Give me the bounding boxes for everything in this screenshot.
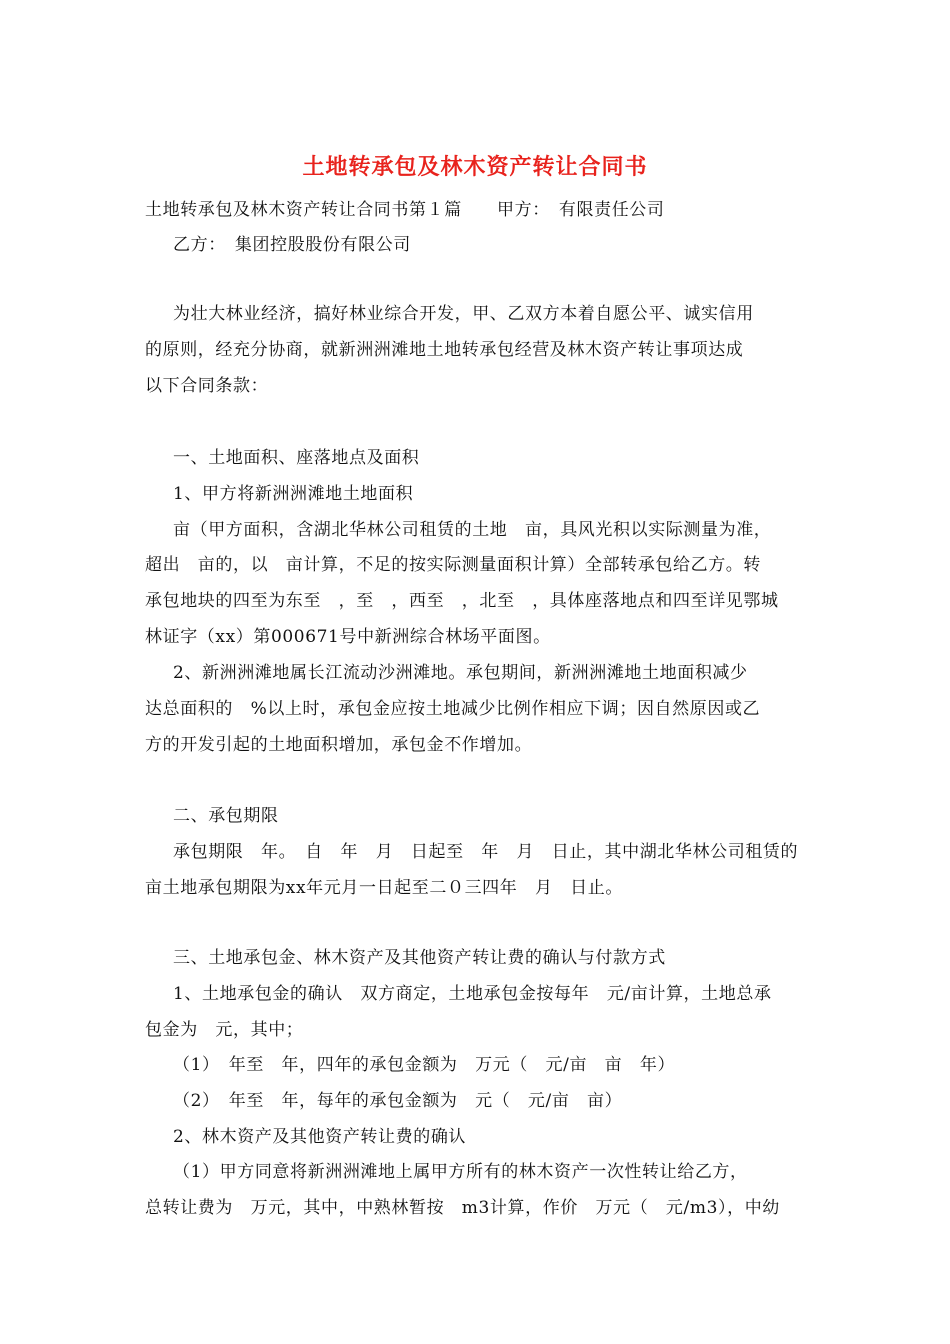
section-heading: 二、承包期限 bbox=[173, 806, 279, 826]
paragraph-line: 亩（甲方面积，含湖北华林公司租赁的土地 亩，具风光积以实际测量为准， bbox=[173, 520, 772, 540]
intro-line: 土地转承包及林木资产转让合同书第１篇 甲方： 有限责任公司 bbox=[145, 200, 665, 220]
paragraph-line: 承包期限 年。 自 年 月 日起至 年 月 日止，其中湖北华林公司租赁的 bbox=[173, 842, 799, 862]
section-heading: 三、土地承包金、林木资产及其他资产转让费的确认与付款方式 bbox=[173, 948, 666, 968]
paragraph-line: （1）甲方同意将新洲洲滩地上属甲方所有的林木资产一次性转让给乙方， bbox=[173, 1162, 748, 1182]
paragraph-line: 达总面积的 %以上时，承包金应按土地减少比例作相应下调；因自然原因或乙 bbox=[145, 699, 761, 719]
paragraph-line: 亩土地承包期限为xx年元月一日起至二０三四年 月 日止。 bbox=[145, 878, 623, 898]
paragraph-line: 2、林木资产及其他资产转让费的确认 bbox=[173, 1127, 467, 1147]
section-heading: 一、土地面积、座落地点及面积 bbox=[173, 448, 420, 468]
paragraph-line: 1、土地承包金的确认 双方商定，土地承包金按每年 元/亩计算，土地总承 bbox=[173, 984, 772, 1004]
paragraph-line: 的原则，经充分协商，就新洲洲滩地土地转承包经营及林木资产转让事项达成 bbox=[145, 340, 744, 360]
paragraph-line: 林证字（xx）第000671号中新洲综合林场平面图。 bbox=[145, 627, 551, 647]
document-title: 土地转承包及林木资产转让合同书 bbox=[302, 154, 648, 180]
party-b-line: 乙方： 集团控股股份有限公司 bbox=[173, 235, 411, 255]
paragraph-line: 超出 亩的，以 亩计算，不足的按实际测量面积计算）全部转承包给乙方。转 bbox=[145, 555, 761, 575]
paragraph-line: 方的开发引起的土地面积增加，承包金不作增加。 bbox=[145, 735, 533, 755]
paragraph-line: 1、甲方将新洲洲滩地土地面积 bbox=[173, 484, 414, 504]
paragraph-line: （2） 年至 年，每年的承包金额为 元（ 元/亩 亩） bbox=[173, 1091, 623, 1111]
paragraph-line: （1） 年至 年，四年的承包金额为 万元（ 元/亩 亩 年） bbox=[173, 1055, 676, 1075]
paragraph-line: 以下合同条款： bbox=[145, 376, 269, 396]
paragraph-line: 为壮大林业经济，搞好林业综合开发，甲、乙双方本着自愿公平、诚实信用 bbox=[173, 304, 754, 324]
paragraph-line: 承包地块的四至为东至 ，至 ，西至 ，北至 ，具体座落地点和四至详见鄂城 bbox=[145, 591, 779, 611]
paragraph-line: 2、新洲洲滩地属长江流动沙洲滩地。承包期间，新洲洲滩地土地面积减少 bbox=[173, 663, 748, 683]
paragraph-line: 总转让费为 万元，其中，中熟林暂按 m3计算，作价 万元（ 元/m3），中幼 bbox=[145, 1198, 780, 1218]
paragraph-line: 包金为 元，其中； bbox=[145, 1020, 304, 1040]
